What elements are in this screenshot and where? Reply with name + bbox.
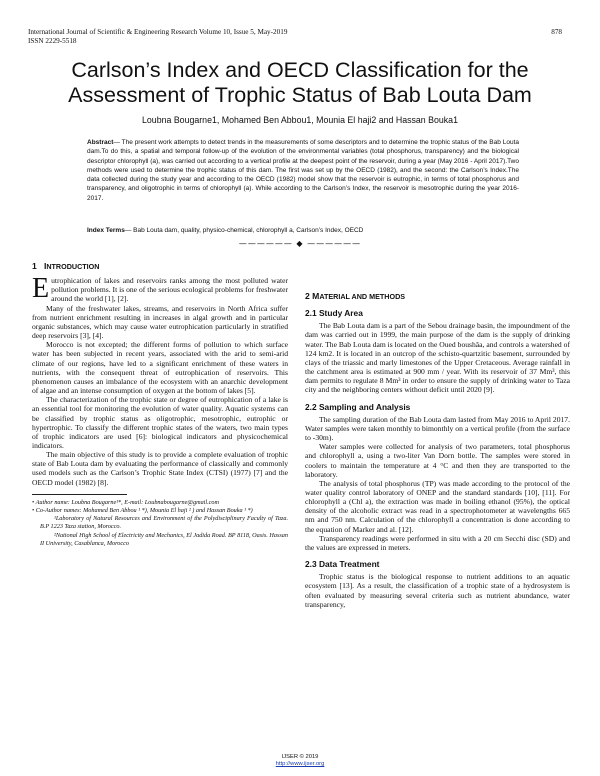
footnote-author: • Author name: Loubna Bougarne¹*, E-mail: Loubnabougarne@gmail.com bbox=[32, 498, 219, 506]
index-terms-label: Index Terms bbox=[87, 227, 125, 234]
intro-head-first: I bbox=[43, 261, 47, 271]
data-treatment-paragraph: Trophic status is the biological response to nutrient additions to an aquatic ecosystem [13]. As a result, the classification of a trophic state of a hydrosystem is often evaluated by measuring several criteria such as nutrient abundance, water transparency, bbox=[305, 572, 570, 609]
index-terms bbox=[87, 226, 519, 235]
drop-cap: E bbox=[32, 273, 50, 305]
intro-number: 1 bbox=[32, 261, 37, 271]
author-list: Loubna Bougarne1, Mohamed Ben Abbou1, Mounia El haji2 and Hassan Bouka1 bbox=[142, 115, 458, 125]
methods-head-rest: ATERIAL AND METHODS bbox=[319, 292, 406, 301]
footer-url-link[interactable]: http://www.ijser.org bbox=[275, 761, 325, 767]
sampling-paragraph-1: The sampling duration of the Bab Louta dam lasted from May 2016 to April 2017. Water samples were taken monthly to bimonthly on a vertical profile (from the surface to -30m). bbox=[305, 414, 570, 443]
abstract-text: — The present work attempts to detect trends in the measurements of some descriptors and to determine the trophic status of the Bab Louta dam.To do this, a spatial and temporal follow-up of the evolution of the environmental variables (total phosphorus, transparency) and the biological descriptor chlorophyll (a), was carried out according to a vertical profile at the deepest point of the reservoir, during a year (May 2016 - April 2017).Two methods were used to determine the trophic status of this dam. The first was set up by the OECD (1982), and the second: the Carlson’s Index.The data collected during the study year and according to the OECD (1982) model show that the reservoir is eutrophic, in terms of total phosphorus and transparency, and oligotrophic in terms of chlorophyll (a). While according to the Carlson’s Index, the reservoir is mesotrophic during the year 2016-2017. bbox=[87, 139, 519, 202]
sampling-paragraph-4: Transparency readings were performed in situ with a 20 cm Secchi disc (SD) and the values are expressed in meters. bbox=[305, 533, 570, 552]
section-separator: —————— ◆ —————— bbox=[238, 239, 362, 248]
footnote-coauthors: • Co-Author names: Mohamed Ben Abbou ¹ *), Mounia El haji ² ) and Hassan Bouka ¹ *) bbox=[32, 506, 253, 514]
page-number: 878 bbox=[551, 28, 562, 36]
intro-heading bbox=[32, 262, 288, 271]
intro-paragraph-3: Morocco is not excepted; the different forms of pollution to which surface water has been subjected in recent years, associated with the arid to semi-arid climate of our regions, have led to a significant enrichment of these waters in nutrients, with the consequent threat of eutrophication of reservoirs. This phenomenon causes an imbalance of the ecosystem with an anarchic development of algae and an intense consumption of oxygen at the bottom of lakes [5]. bbox=[32, 340, 288, 396]
page-footer bbox=[0, 754, 600, 768]
footnote-affiliation-1: ¹Laboratory of Natural Resources and Environment of the Polydisciplinary Faculty of Taza. B.P 1223 Taza station, Morocco. bbox=[40, 515, 288, 531]
footnotes bbox=[32, 499, 288, 548]
methods-heading bbox=[305, 292, 570, 301]
footnote-affiliation-2: ²National High School of Electricity and Mechanics, El Jadida Road. BP 8118, Oasis. Hassan II University, Casablanca, Morocco bbox=[40, 531, 288, 547]
intro-paragraph-4: The characterization of the trophic state or degree of eutrophication of a lake is an essential tool for monitoring the evolution of water quality. Aquatic systems can be classified by trophic status as oligotrophic, mesotrophic, eutrophic or hypertrophic. To classify the different trophic states of the waters, two main types of trophic indicators are used [6]: biological indicators and physicochemical indicators. bbox=[32, 395, 288, 450]
right-column bbox=[305, 292, 570, 609]
journal-name: International Journal of Scientific & Engineering Research Volume 10, Issue 5, May-2019 bbox=[28, 28, 288, 36]
sampling-paragraph-2: Water samples were collected for analysis of two parameters, total phosphorus and chlorophyll a, using a two-liter Van Dorn bottle. The samples were stored in coolers to maintain the temperature at 4 °C and then they are transported to the laboratory. bbox=[305, 442, 570, 479]
study-area-paragraph: The Bab Louta dam is a part of the Sebou drainage basin, the impoundment of the dam was carried out in 1999, the main purpose of the dam is the supply of drinking water. The Bab Louta dam is located on the Oued boushâa, and controls a watershed of 124 km2. It is located in an outcrop of the schisto-quartzitic basement, surrounded by clays of the triassic and marly limestones of the Upper Cretaceous. Average rainfall in the catchment area is estimated at 900 mm / year. With its reservoir of 37 Mm³, this dam permits to regulate 8 Mm³ in order to ensure the supply of drinking water to Taza city and the neighboring centers without deficit until 2020 [9]. bbox=[305, 321, 570, 395]
sampling-paragraph-3: The analysis of total phosphorus (TP) was made according to the protocol of the water quality control laboratory of ONEP and the standard standards [10], [11]. For chlorophyll a (Chl a), the extraction was made in boiling ethanol (95%), the optical density of the alcoholic extract was read in a spectrophotometer at wavelengths 665 nm and 750 nm. Calculation of the chlorophyll a concentration is done according to the equation of Marker and al. [12]. bbox=[305, 478, 570, 534]
abstract-label: Abstract bbox=[87, 139, 114, 146]
intro-paragraph-1 bbox=[32, 273, 288, 305]
intro-head-rest: NTRODUCTION bbox=[46, 262, 100, 271]
methods-number: 2 bbox=[305, 291, 310, 301]
intro-paragraph-5: The main objective of this study is to provide a complete evaluation of trophic state of Bab Louta dam by evaluating the performance of classically and commonly used models such as the Carlson’s Trophic State Index (CTSI) (1977) [7] and the OECD model (1982) [8]. bbox=[32, 450, 288, 487]
index-terms-text: — Bab Louta dam, quality, physico-chemical, chlorophyll a, Carlson’s Index, OECD bbox=[124, 227, 364, 234]
paper-title: Carlson’s Index and OECD Classification for the Assessment of Trophic Status of Bab Louta Dam bbox=[68, 58, 532, 107]
intro-paragraph-2: Many of the freshwater lakes, streams, and reservoirs in North Africa suffer from nutrient enrichment resulting in increases in algal growth and in particular organic substances, which may cause water eutrophication particularly in stratified deep reservoirs [3], [4]. bbox=[32, 303, 288, 341]
footnote-rule bbox=[32, 494, 127, 495]
sampling-heading: 2.2 Sampling and Analysis bbox=[305, 401, 411, 412]
intro-p1-text: utrophication of lakes and reservoirs ranks among the most polluted water pollution problems. It is one of the serious ecological problems for freshwater around the world [1], [2]. bbox=[51, 276, 288, 304]
methods-head-first: M bbox=[312, 291, 320, 301]
data-treatment-heading: 2.3 Data Treatment bbox=[305, 559, 380, 570]
running-header bbox=[28, 28, 287, 46]
study-area-heading: 2.1 Study Area bbox=[305, 308, 363, 319]
abstract bbox=[87, 138, 519, 203]
issn: ISSN 2229-5518 bbox=[28, 37, 77, 45]
left-column bbox=[32, 262, 288, 548]
footer-copyright: IJSER © 2019 bbox=[281, 754, 319, 760]
